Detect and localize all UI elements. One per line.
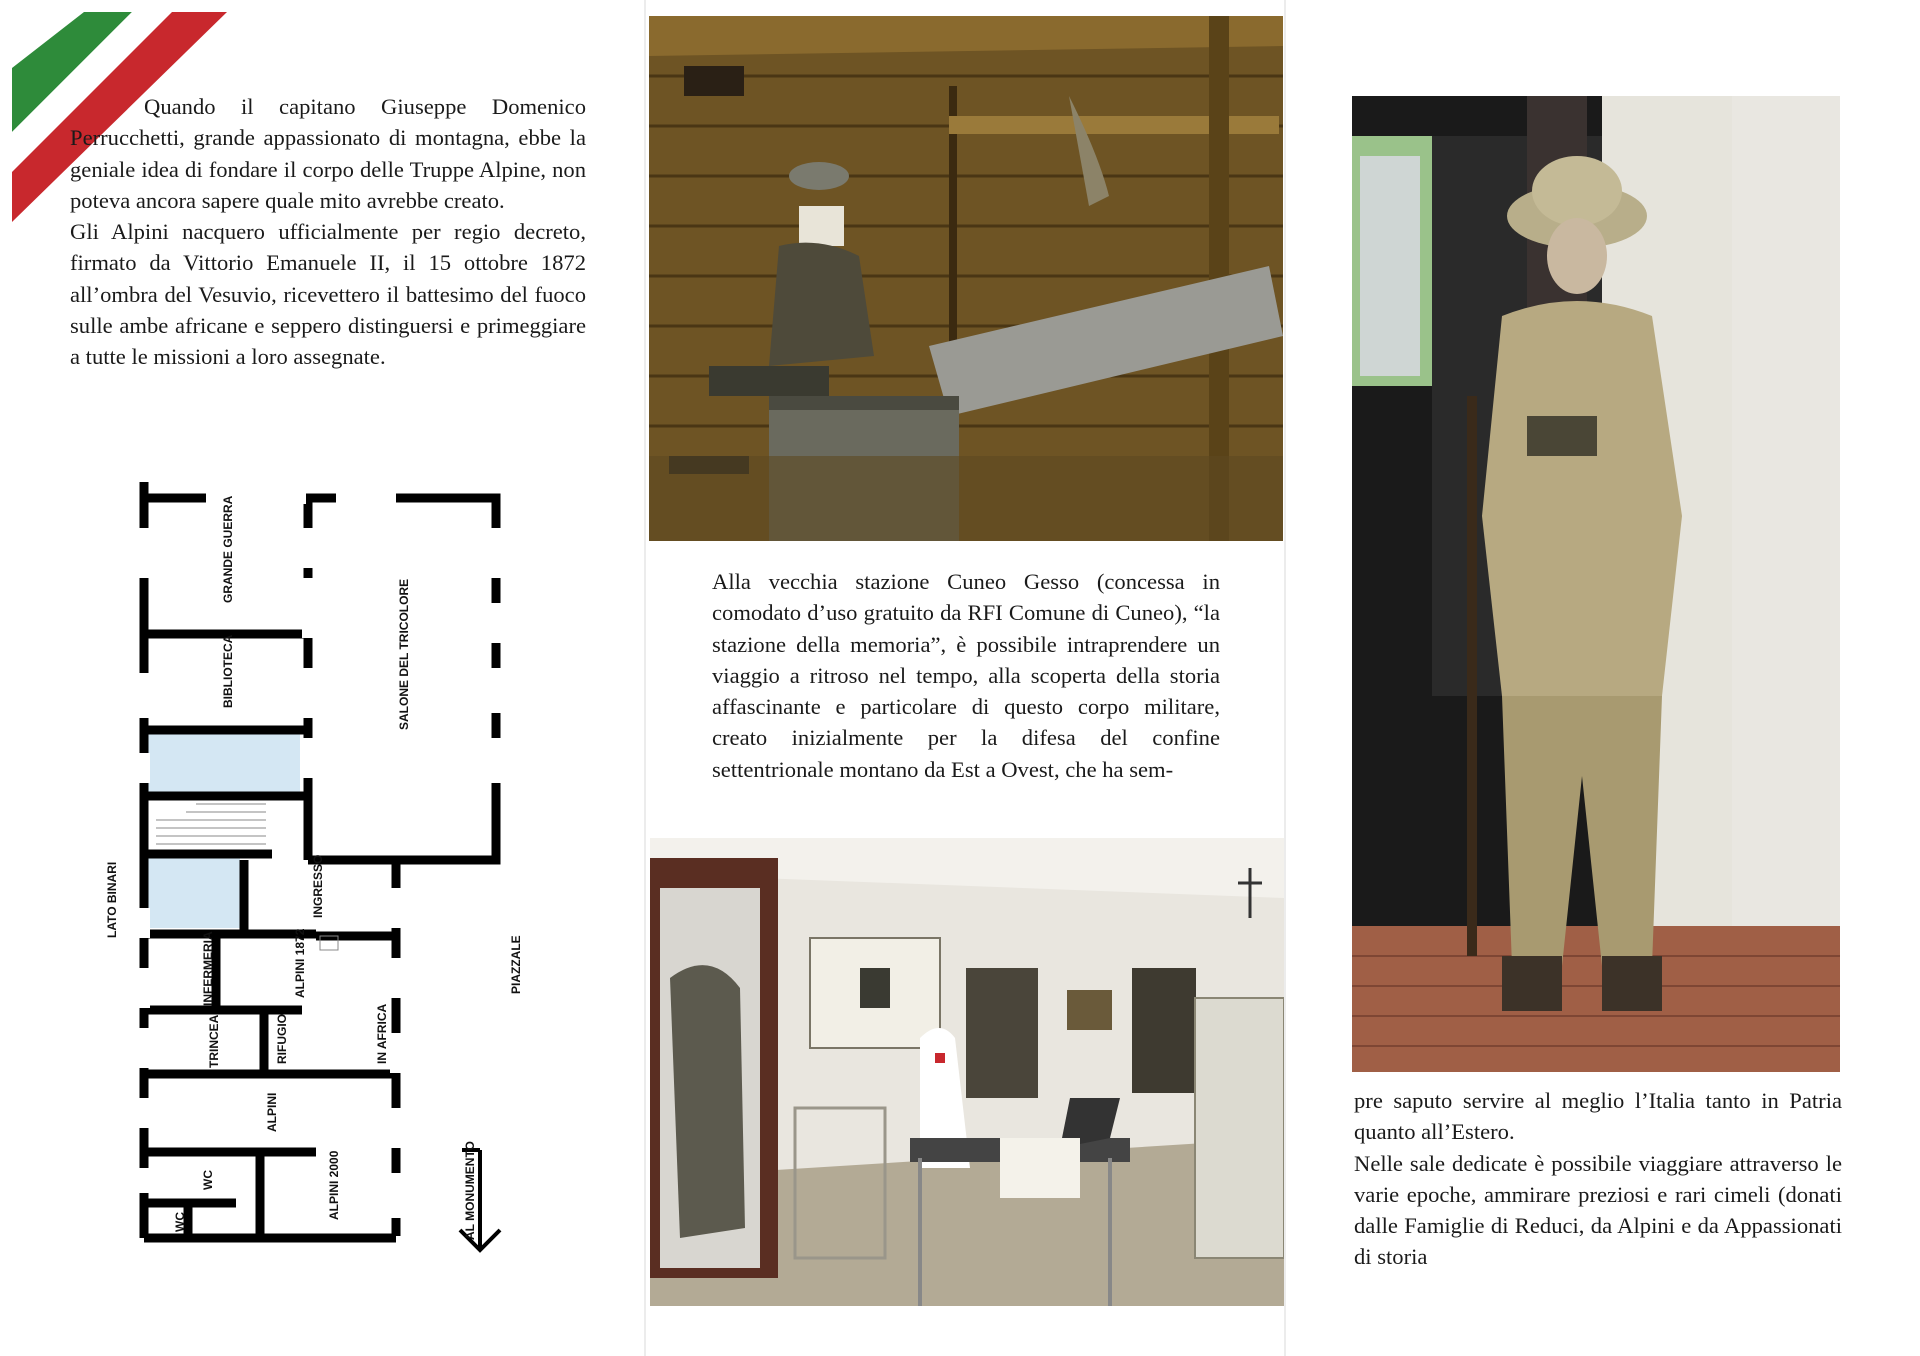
- room-label-infermeria: INFERMERIA: [201, 931, 215, 1006]
- room-label-alpini-1872: ALPINI 1872: [293, 928, 307, 998]
- photo-africa-soldier-mannequin: [1352, 96, 1840, 1072]
- photo-infirmary-room: [650, 838, 1284, 1306]
- middle-panel: [644, 0, 1284, 1356]
- right-panel: [1286, 0, 1920, 1356]
- room-label-grande-guerra: GRANDE GUERRA: [221, 495, 235, 603]
- photo-alpine-barracks: [649, 16, 1283, 541]
- plan-label-piazzale: PIAZZALE: [509, 935, 523, 994]
- right-paragraph-1: pre saputo servire al meglio l’Italia tanto in Patria quanto all’Estero.: [1354, 1088, 1842, 1145]
- room-label-rifugio: RIFUGIO: [275, 1014, 289, 1064]
- right-paragraph-2: Nelle sale dedicate è possibile viaggiare attraverso le varie epoche, ammirare preziosi e rari cimeli (donati dalle Famiglie di Reduci, da Alpini e da Appassionati di storia: [1354, 1150, 1842, 1270]
- plan-stairs: [156, 804, 266, 844]
- middle-paragraph: Alla vecchia stazione Cuneo Gesso (concessa in comodato d’uso gratuito da RFI Comune di Cuneo), “la stazione della memoria”, è possibile intraprendere un viaggio a ritroso nel tempo, alla scoperta della storia affascinante e particolare di questo corpo militare, creato inizialmente per la difesa del confine settentrionale montano da Est a Ovest, che ha sem-: [712, 569, 1220, 782]
- museum-floor-plan: [76, 468, 590, 1268]
- plan-label-al-monumento: AL MONUMENTO: [463, 1141, 477, 1240]
- room-label-wc-1: WC: [201, 1170, 215, 1190]
- left-panel: [0, 0, 640, 1356]
- plan-label-lato-binari: LATO BINARI: [105, 861, 119, 938]
- room-label-biblioteca: BIBLIOTECA: [221, 634, 235, 708]
- room-label-wc-2: WC: [173, 1212, 187, 1232]
- plan-highlight-room-1: [148, 730, 300, 792]
- room-label-salone-tricolore: SALONE DEL TRICOLORE: [397, 578, 411, 730]
- room-label-alpini-2000: ALPINI 2000: [327, 1150, 341, 1220]
- room-label-ingresso: INGRESSO: [311, 854, 325, 918]
- plan-highlight-room-2: [148, 858, 240, 928]
- intro-text: [70, 91, 586, 373]
- room-label-alpini: ALPINI: [265, 1092, 279, 1132]
- room-label-trincea: TRINCEA: [207, 1014, 221, 1068]
- right-text: [1354, 1085, 1842, 1273]
- room-label-in-africa: IN AFRICA: [375, 1003, 389, 1064]
- middle-text: [712, 566, 1220, 785]
- history-paragraph: Gli Alpini nacquero ufficialmente per regio decreto, firmato da Vittorio Emanuele II, il 15 ottobre 1872 all’ombra del Vesuvio, ricevettero il battesimo del fuoco sulle ambe africane e seppero distinguersi e primeggiare a tutte le missioni a loro assegnate.: [70, 219, 586, 370]
- intro-paragraph: Quando il capitano Giuseppe Domenico Perrucchetti, grande appassionato di montagna, ebbe la geniale idea di fondare il corpo delle Truppe Alpine, non poteva ancora sapere quale mito avrebbe creato.: [70, 94, 586, 213]
